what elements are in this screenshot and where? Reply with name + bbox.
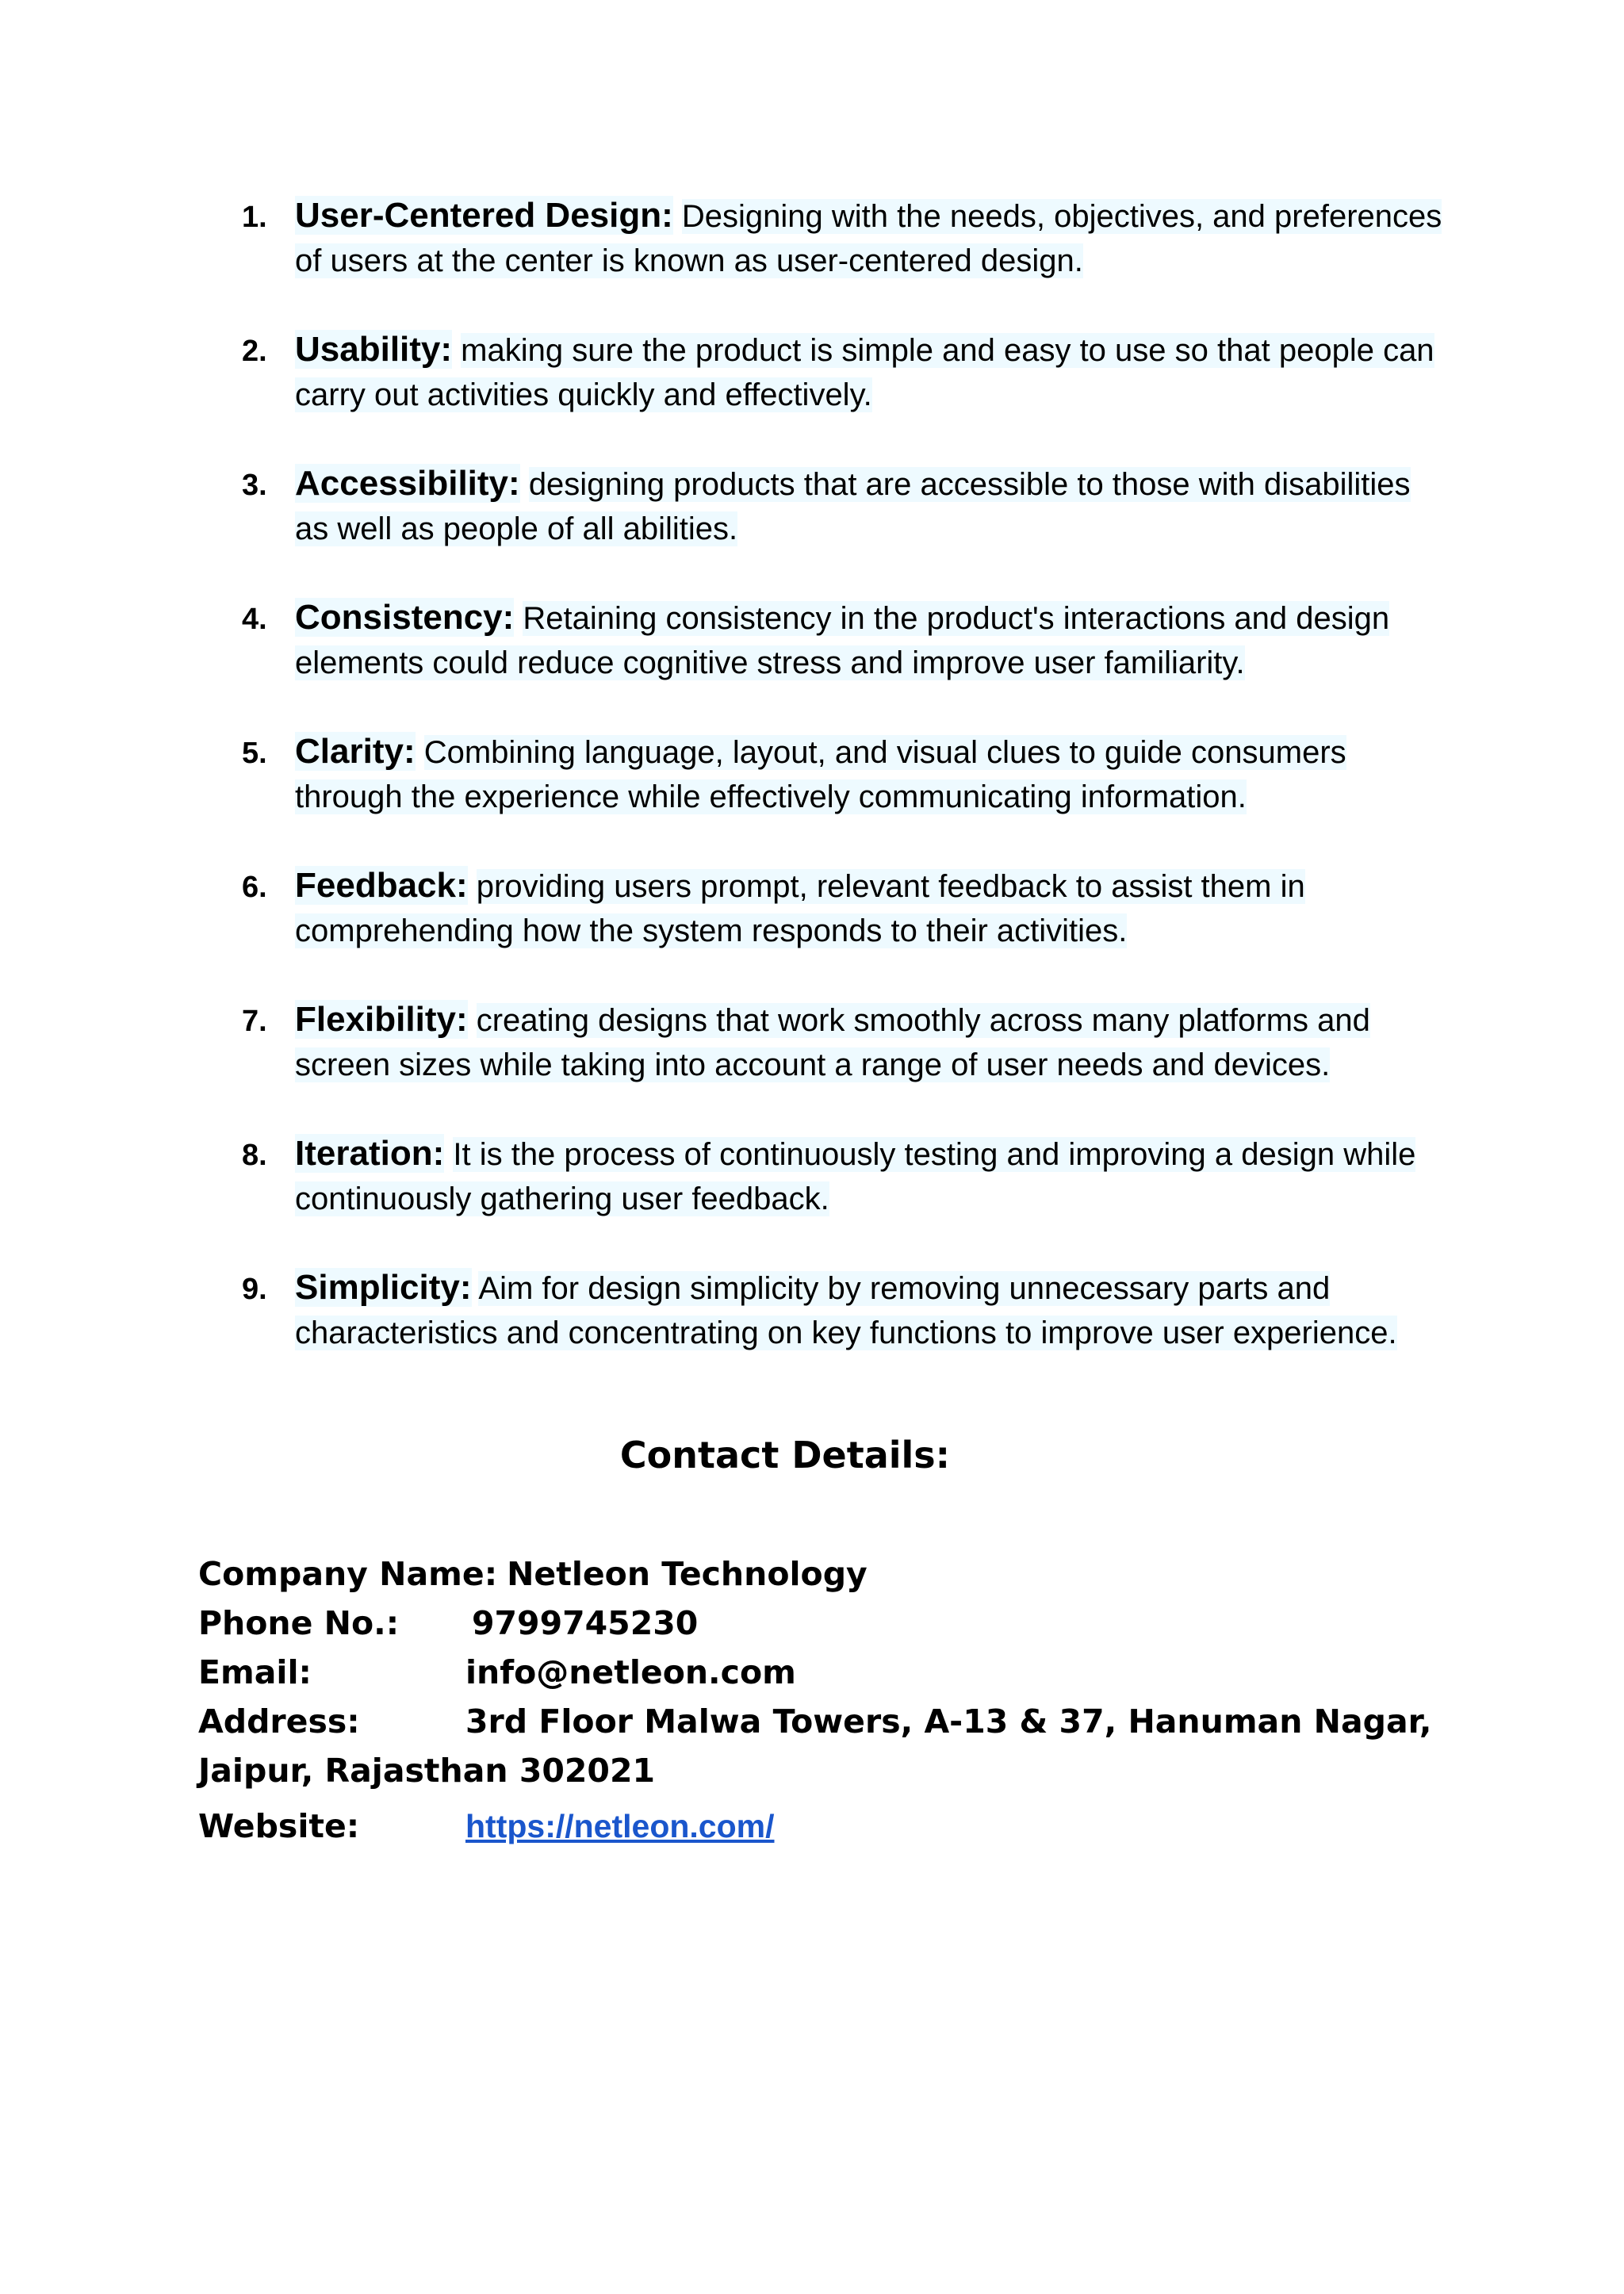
contact-details	[198, 1549, 1483, 1851]
principle-number: 3.	[242, 469, 267, 502]
principle-item-4	[242, 596, 1447, 685]
principle-item-3	[242, 461, 1447, 551]
principle-number: 7.	[242, 1005, 267, 1038]
principle-number: 8.	[242, 1139, 267, 1172]
principle-number: 4.	[242, 603, 267, 636]
company-value: Netleon Technology	[507, 1555, 868, 1593]
phone-row	[198, 1599, 1483, 1648]
principle-title: Iteration:	[295, 1134, 445, 1173]
principle-title: User-Centered Design:	[295, 196, 673, 235]
address-row	[198, 1697, 1483, 1795]
website-label: Website:	[198, 1807, 360, 1845]
principle-text: It is the process of continuously testing and improving a design while continuously gathering user feedback.	[295, 1137, 1416, 1216]
principle-body	[295, 596, 1447, 685]
principle-number: 5.	[242, 737, 267, 770]
principle-body	[295, 461, 1447, 551]
phone-value: 9799745230	[472, 1604, 699, 1642]
email-row	[198, 1648, 1483, 1697]
principle-item-5	[242, 730, 1447, 819]
principle-title: Clarity:	[295, 732, 416, 771]
principle-item-2	[242, 327, 1447, 417]
principle-number: 1.	[242, 201, 267, 234]
principle-title: Simplicity:	[295, 1268, 472, 1307]
principle-body	[295, 1132, 1447, 1221]
contact-heading: Contact Details:	[619, 1434, 951, 1476]
principle-body	[295, 327, 1447, 417]
principle-item-6	[242, 864, 1447, 953]
company-row	[198, 1549, 1483, 1599]
principle-text: making sure the product is simple and easy to use so that people can carry out activities quickly and effectively.	[295, 333, 1434, 412]
principle-text: designing products that are accessible to those with disabilities as well as people of all abilities.	[295, 467, 1411, 546]
principle-number: 6.	[242, 871, 267, 904]
principle-item-7	[242, 998, 1447, 1087]
principle-body	[295, 193, 1447, 283]
website-row	[198, 1802, 1483, 1851]
principle-title: Accessibility:	[295, 464, 520, 503]
address-value: 3rd Floor Malwa Towers, A-13 & 37, Hanuman Nagar, Jaipur, Rajasthan 302021	[198, 1702, 1432, 1790]
email-value: info@netleon.com	[465, 1653, 796, 1691]
principle-title: Feedback:	[295, 866, 468, 905]
principle-item-9	[242, 1266, 1447, 1355]
website-link[interactable]: https://netleon.com/	[465, 1808, 775, 1844]
address-label: Address:	[198, 1702, 360, 1741]
company-label: Company Name:	[198, 1555, 498, 1593]
phone-label: Phone No.:	[198, 1604, 400, 1642]
principle-text: Designing with the needs, objectives, and preferences of users at the center is known as user-centered design.	[295, 199, 1442, 278]
principle-text: Combining language, layout, and visual clues to guide consumers through the experience while effectively communicating information.	[295, 735, 1346, 814]
principle-number: 9.	[242, 1273, 267, 1306]
principle-text: Aim for design simplicity by removing unnecessary parts and characteristics and concentrating on key functions to improve user experience.	[295, 1271, 1397, 1350]
principle-body	[295, 864, 1447, 953]
principle-title: Usability:	[295, 330, 453, 369]
principle-body	[295, 730, 1447, 819]
principle-body	[295, 998, 1447, 1087]
principle-title: Flexibility:	[295, 1000, 468, 1039]
principle-text: Retaining consistency in the product's interactions and design elements could reduce cognitive stress and improve user familiarity.	[295, 601, 1390, 680]
email-label: Email:	[198, 1653, 312, 1691]
principle-item-1	[242, 193, 1447, 283]
principle-title: Consistency:	[295, 598, 515, 637]
principle-body	[295, 1266, 1447, 1355]
principle-item-8	[242, 1132, 1447, 1221]
principle-text: providing users prompt, relevant feedback to assist them in comprehending how the system responds to their activities.	[295, 869, 1305, 948]
ux-principles-list	[242, 193, 1447, 1400]
principle-text: creating designs that work smoothly across many platforms and screen sizes while taking into account a range of user needs and devices.	[295, 1003, 1370, 1082]
principle-number: 2.	[242, 335, 267, 368]
